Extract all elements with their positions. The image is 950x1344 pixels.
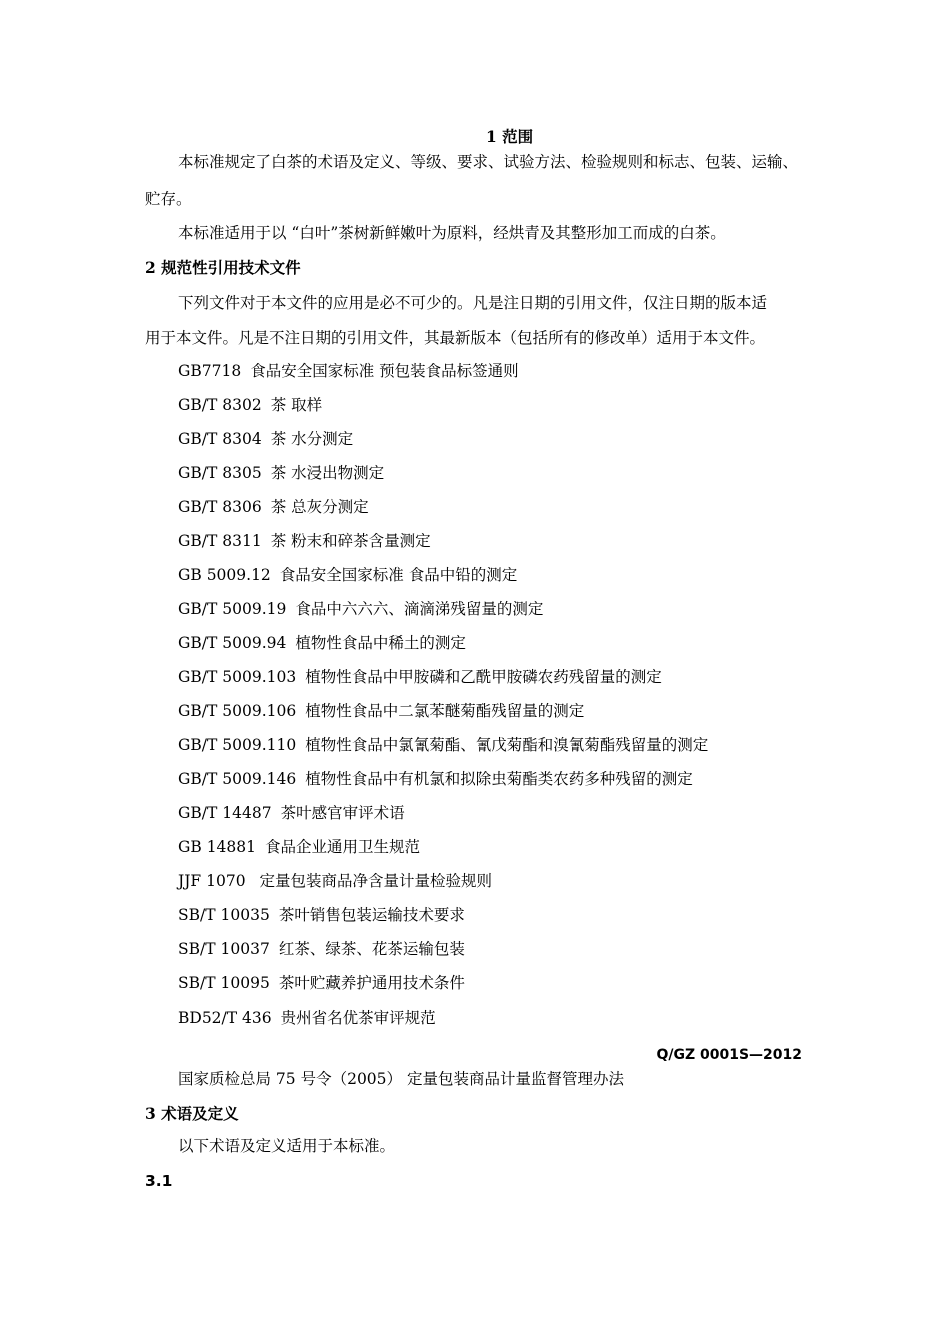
reference-code: BD52/T 436 — [178, 1009, 272, 1027]
reference-code: GB/T 8311 — [178, 532, 262, 550]
reference-code: GB/T 5009.19 — [178, 600, 287, 618]
reference-item — [178, 531, 431, 551]
reference-item — [178, 497, 369, 517]
reference-title: 茶 总灰分测定 — [270, 498, 369, 516]
section-3-1-heading: 3.1 — [145, 1172, 173, 1190]
reference-item — [178, 735, 708, 755]
reference-title: 食品中六六六、滴滴涕残留量的测定 — [295, 600, 544, 618]
section-1-para1-line2: 贮存。 — [145, 190, 192, 208]
reference-code: SB/T 10037 — [178, 940, 270, 958]
section-1-para1-line1: 本标准规定了白茶的术语及定义、等级、要求、试验方法、检验规则和标志、包装、运输、 — [178, 153, 799, 171]
reference-title: 茶叶感官审评术语 — [280, 804, 405, 822]
reference-title: 植物性食品中有机氯和拟除虫菊酯类农药多种残留的测定 — [305, 770, 693, 788]
reference-title: 茶叶销售包装运输技术要求 — [278, 906, 465, 924]
section-1-title: 1 范围 — [486, 127, 534, 146]
reference-item — [178, 939, 465, 959]
reference-item — [178, 633, 466, 653]
reference-title: 植物性食品中氯氰菊酯、氰戊菊酯和溴氰菊酯残留量的测定 — [305, 736, 709, 754]
reference-code: GB/T 8302 — [178, 396, 262, 414]
reference-item — [178, 565, 517, 585]
reference-code: GB/T 5009.106 — [178, 702, 297, 720]
reference-code: GB/T 5009.146 — [178, 770, 297, 788]
reference-item — [178, 429, 353, 449]
reference-title: 食品安全国家标准 食品中铅的测定 — [279, 566, 518, 584]
reference-item — [178, 395, 322, 415]
reference-title: 茶 水浸出物测定 — [270, 464, 385, 482]
reference-code: GB/T 14487 — [178, 804, 272, 822]
section-2-title: 2 规范性引用技术文件 — [145, 258, 301, 277]
reference-title: 茶 粉末和碎茶含量测定 — [270, 532, 431, 550]
reference-title: 食品安全国家标准 预包装食品标签通则 — [250, 362, 519, 380]
reference-item — [178, 1008, 436, 1028]
reference-item — [178, 667, 662, 687]
reference-item — [178, 803, 405, 823]
reference-item — [178, 463, 384, 483]
reference-title: 茶 水分测定 — [270, 430, 354, 448]
reference-code: JJF 1070 — [178, 872, 246, 890]
reference-title: 贵州省名优茶审评规范 — [280, 1009, 436, 1027]
section-3-intro: 以下术语及定义适用于本标准。 — [178, 1137, 396, 1155]
reference-title: 茶叶贮藏养护通用技术条件 — [278, 974, 465, 992]
reference-item — [178, 973, 465, 993]
reference-title: 茶 取样 — [270, 396, 323, 414]
reference-code: GB/T 8306 — [178, 498, 262, 516]
reference-title: 植物性食品中稀土的测定 — [295, 634, 466, 652]
reference-code: GB 14881 — [178, 838, 257, 856]
reference-item — [178, 871, 492, 891]
reference-item — [178, 361, 519, 381]
reference-code: GB/T 8305 — [178, 464, 262, 482]
reference-title: 红茶、绿茶、花茶运输包装 — [278, 940, 465, 958]
reference-item-last: 国家质检总局 75 号令（2005） 定量包装商品计量监督管理办法 — [178, 1070, 624, 1088]
reference-title: 食品企业通用卫生规范 — [265, 838, 421, 856]
reference-title: 植物性食品中甲胺磷和乙酰甲胺磷农药残留量的测定 — [305, 668, 662, 686]
reference-code: GB 5009.12 — [178, 566, 271, 584]
reference-code: GB/T 5009.110 — [178, 736, 297, 754]
reference-code: GB7718 — [178, 362, 242, 380]
reference-code: GB/T 8304 — [178, 430, 262, 448]
reference-code: GB/T 5009.94 — [178, 634, 287, 652]
section-3-title: 3 术语及定义 — [145, 1104, 239, 1123]
reference-item — [178, 769, 693, 789]
reference-title: 植物性食品中二氯苯醚菊酯残留量的测定 — [305, 702, 585, 720]
reference-code: SB/T 10035 — [178, 906, 270, 924]
section-2-intro-line1: 下列文件对于本文件的应用是必不可少的。凡是注日期的引用文件，仅注日期的版本适 — [178, 294, 768, 312]
reference-code: SB/T 10095 — [178, 974, 270, 992]
reference-item — [178, 837, 420, 857]
reference-item — [178, 599, 543, 619]
section-2-intro-line2: 用于本文件。凡是不注日期的引用文件，其最新版本（包括所有的修改单）适用于本文件。 — [145, 329, 766, 347]
section-1-para2: 本标准适用于以 “白叶”茶树新鲜嫩叶为原料，经烘青及其整形加工而成的白茶。 — [178, 224, 726, 242]
reference-item — [178, 905, 465, 925]
reference-title: 定量包装商品净含量计量检验规则 — [254, 872, 492, 890]
reference-item — [178, 701, 584, 721]
reference-code: GB/T 5009.103 — [178, 668, 297, 686]
document-code-header: Q/GZ 0001S—2012 — [656, 1047, 802, 1063]
